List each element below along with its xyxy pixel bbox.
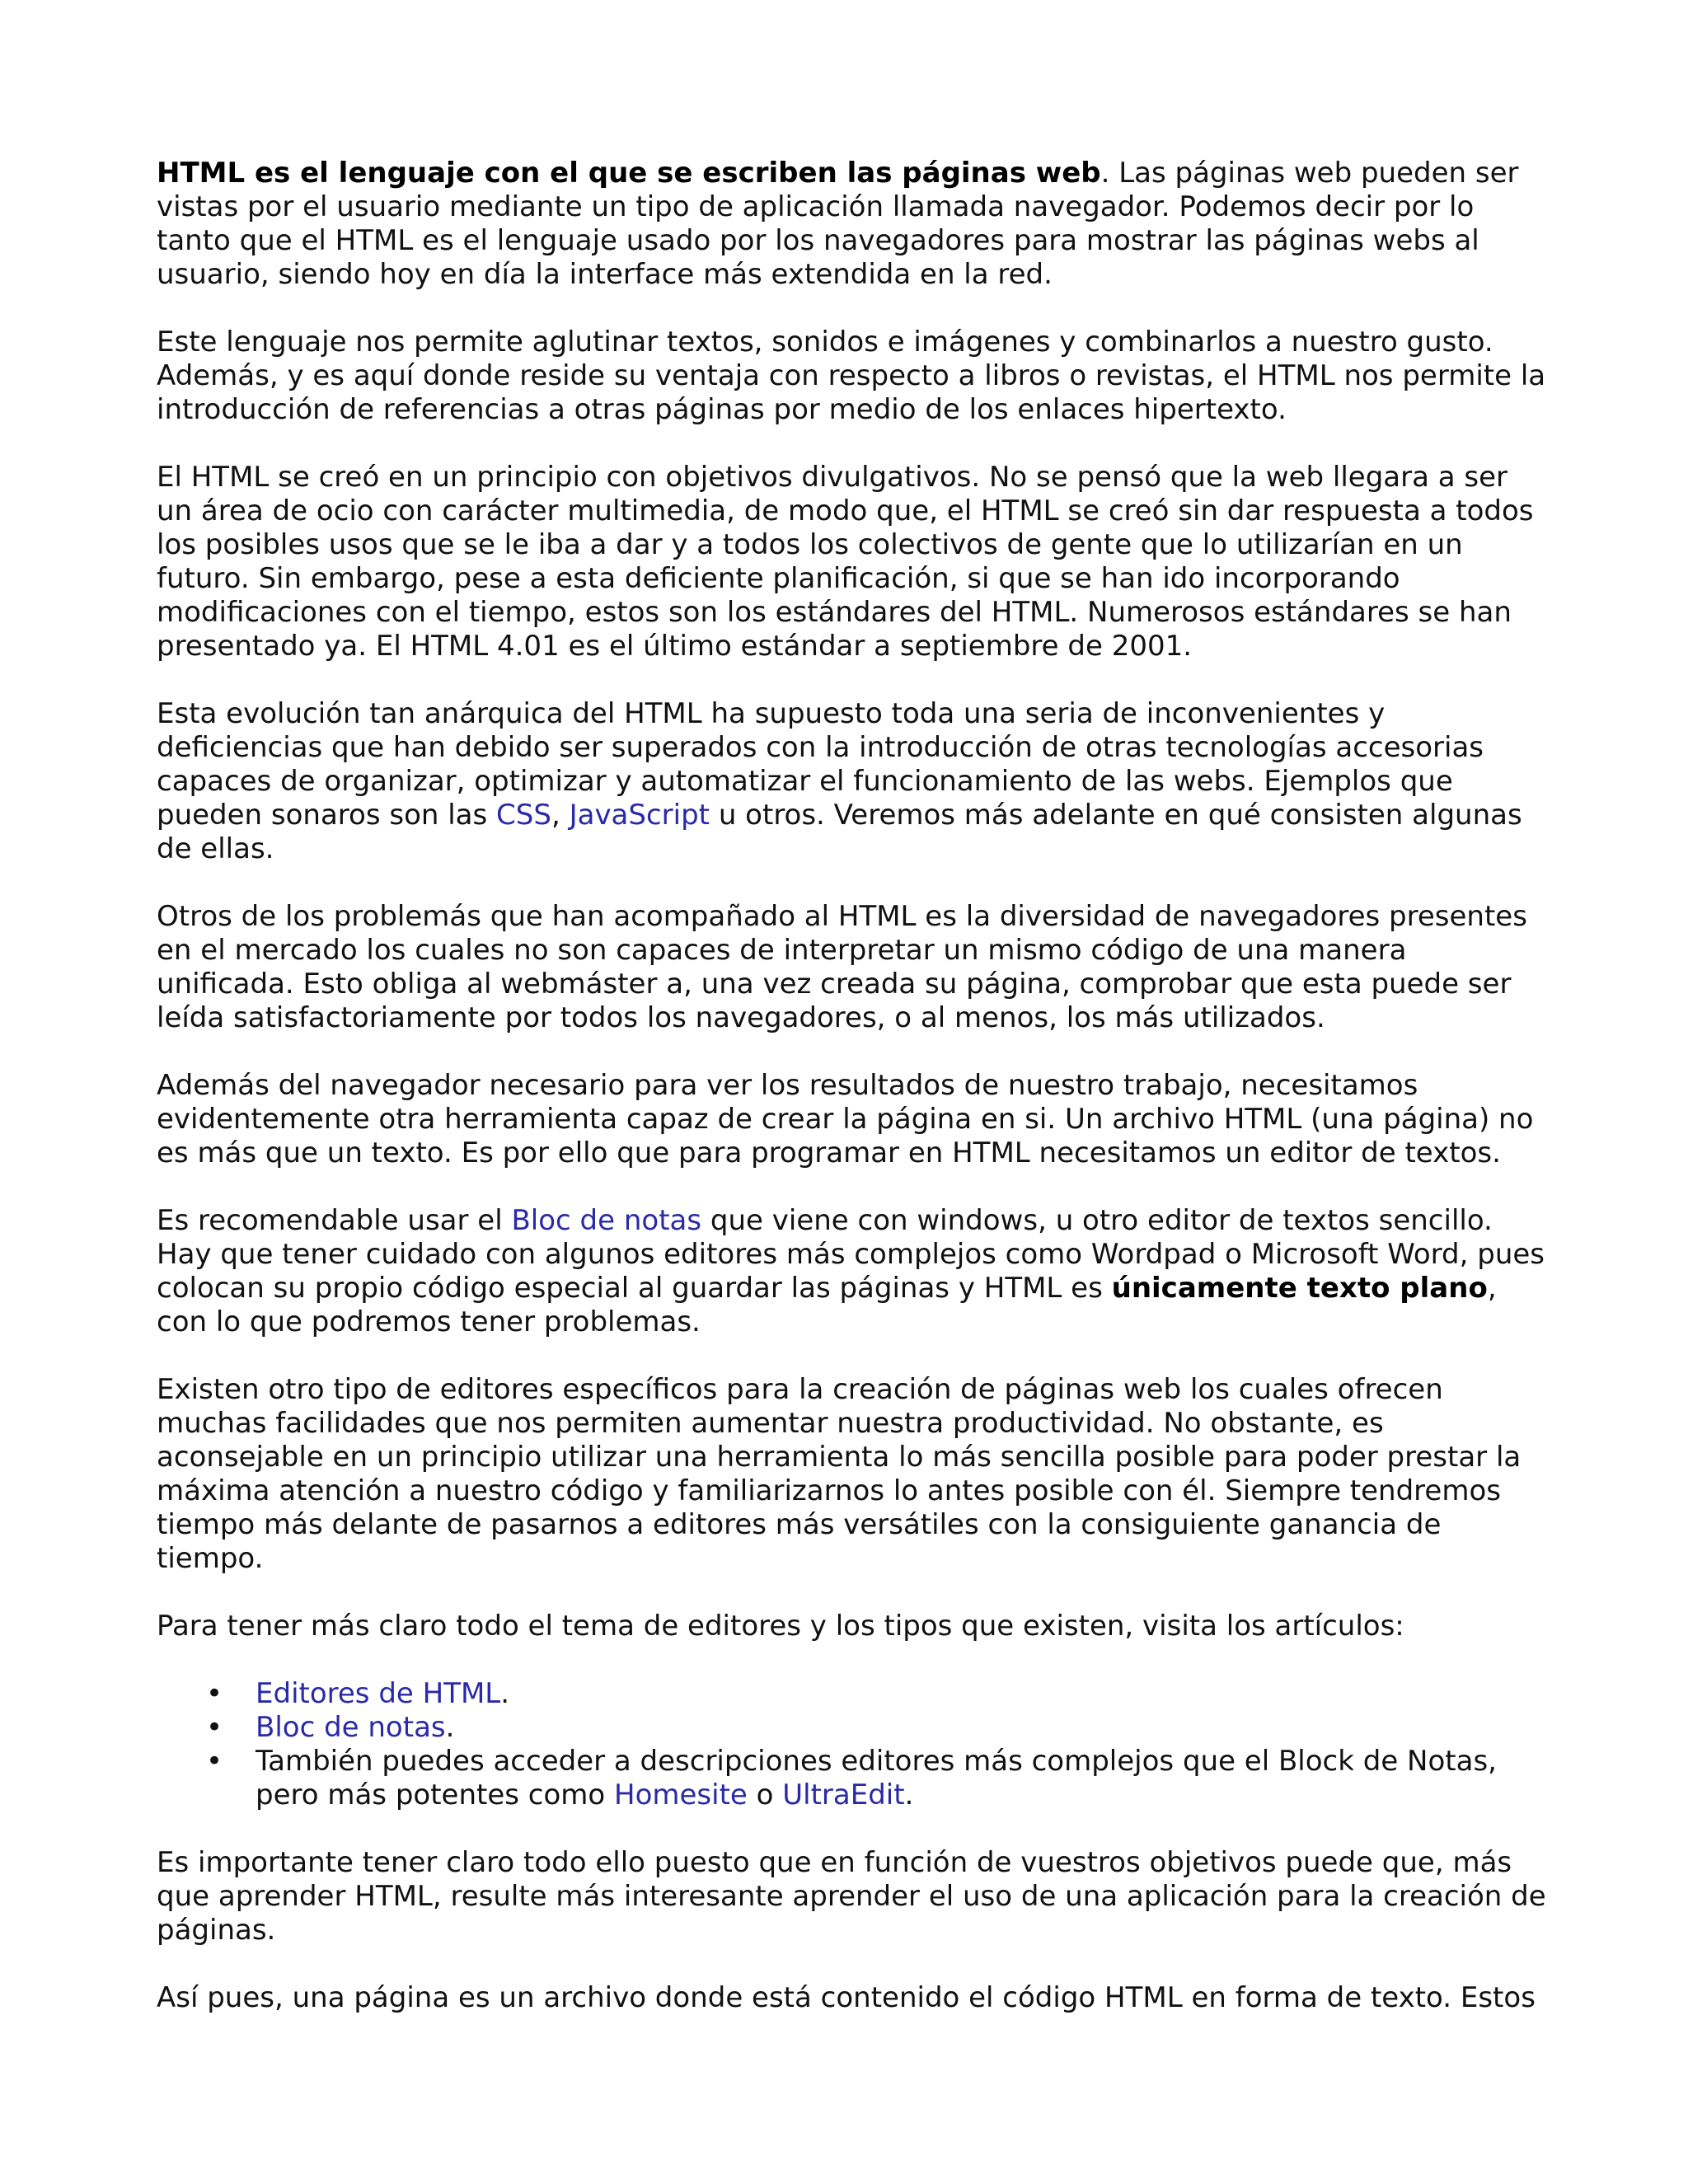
list-item-end: . [500,1677,510,1710]
paragraph-intro [157,157,1550,292]
bloc-text-a: Es recomendable usar el [157,1204,512,1237]
javascript-link[interactable]: JavaScript [569,799,710,832]
list-item-text: o [747,1779,783,1811]
bullet-icon: • [206,1677,223,1710]
paragraph-importante: Es importante tener claro todo ello puesto que en función de vuestros objetivos puede que, más que aprender HTML, resulte más interesante aprender el uso de una aplicación para la creación de páginas. [157,1846,1546,1947]
bullet-icon: • [206,1711,223,1744]
evolucion-text-a: Esta evolución tan anárquica del HTML ha supuesto toda una seria de inconvenientes y deficiencias que han debido ser superados con la introducción de otras tecnologías accesorias capaces de organizar, optimizar y automatizar el funcionamiento de las webs. Ejemplos que pueden sonaros son las [157,697,1484,832]
bullet-icon: • [206,1745,223,1778]
intro-text: . Las páginas web pueden ser vistas por el usuario mediante un tipo de aplicación llamada navegador. Podemos decir por lo tanto que el HTML es el lenguaje usado por los navegadores para mostrar las páginas webs al usuario, siendo hoy en día la interface más extendida en la red. [157,157,1519,291]
list-item-end: . [445,1711,455,1744]
bloc-text-c: , con lo que podremos tener problemas. [157,1272,1497,1338]
paragraph-evolucion [157,697,1550,866]
intro-bold-text: HTML es el lenguaje con el que se escriben las páginas web [157,157,1101,190]
bloc-text-b: que viene con windows, u otro editor de textos sencillo. Hay que tener cuidado con algunos editores más complejos como Wordpad o Microsoft Word, pues colocan su propio código especial al guardar las páginas y HTML es [157,1204,1545,1305]
list-item-text: También puedes acceder a descripciones editores más complejos que el Block de Notas, pero más potentes como [256,1745,1497,1811]
evolucion-separator: , [551,799,570,832]
paragraph-navegadores: Otros de los problemás que han acompañado al HTML es la diversidad de navegadores presentes en el mercado los cuales no son capaces de interpretar un mismo código de una manera unificada. Esto obliga al webmáster a, una vez creada su página, comprobar que esta puede ser leída satisfactoriamente por todos los navegadores, o al menos, los más utilizados. [157,900,1527,1034]
list-item [206,1745,1550,1812]
list-item [206,1711,1550,1745]
list-item [206,1677,1550,1711]
homesite-link[interactable]: Homesite [614,1779,748,1811]
paragraph-editores-especificos: Existen otro tipo de editores específicos para la creación de páginas web los cuales ofrecen muchas facilidades que nos permiten aumentar nuestra productividad. No obstante, es aconsejable en un principio utilizar una herramienta lo más sencilla posible para poder prestar la máxima atención a nuestro código y familiarizarnos lo antes posible con él. Siempre tendremos tiempo más delante de pasarnos a editores más versátiles con la consiguiente ganancia de tiempo. [157,1373,1522,1575]
paragraph-asi-pues: Así pues, una página es un archivo donde está contenido el código HTML en forma de texto. Estos [157,1981,1536,2014]
texto-plano-bold: únicamente texto plano [1111,1272,1488,1305]
paragraph-bloc-notas [157,1204,1550,1339]
list-item-end: . [904,1779,914,1811]
paragraph-editor: Además del navegador necesario para ver los resultados de nuestro trabajo, necesitamos evidentemente otra herramienta capaz de crear la página en si. Un archivo HTML (una página) no es más que un texto. Es por ello que para programar en HTML necesitamos un editor de textos. [157,1069,1534,1169]
editores-html-link[interactable]: Editores de HTML [256,1677,501,1710]
bloc-de-notas-link[interactable]: Bloc de notas [511,1204,702,1237]
bloc-de-notas-article-link[interactable]: Bloc de notas [256,1711,446,1744]
css-link[interactable]: CSS [496,799,551,832]
evolucion-text-b: u otros. Veremos más adelante en qué consisten algunas de ellas. [157,799,1522,865]
ultraedit-link[interactable]: UltraEdit [782,1779,905,1811]
articles-list [157,1677,1550,1812]
paragraph-origen: El HTML se creó en un principio con objetivos divulgativos. No se pensó que la web llegara a ser un área de ocio con carácter multimedia, de modo que, el HTML se creó sin dar respuesta a todos los posibles usos que se le iba a dar y a todos los colectivos de gente que lo utilizarían en un futuro. Sin embargo, pese a esta deficiente planificación, si que se han ido incorporando modificaciones con el tiempo, estos son los estándares del HTML. Numerosos estándares se han presentado ya. El HTML 4.01 es el último estándar a septiembre de 2001. [157,461,1534,663]
paragraph-aglutinar: Este lenguaje nos permite aglutinar textos, sonidos e imágenes y combinarlos a nuestro gusto. Además, y es aquí donde reside su ventaja con respecto a libros o revistas, el HTML nos permite la introducción de referencias a otras páginas por medio de los enlaces hipertexto. [157,326,1546,426]
document-page [157,157,1550,2049]
paragraph-visita: Para tener más claro todo el tema de editores y los tipos que existen, visita los artículos: [157,1610,1404,1643]
